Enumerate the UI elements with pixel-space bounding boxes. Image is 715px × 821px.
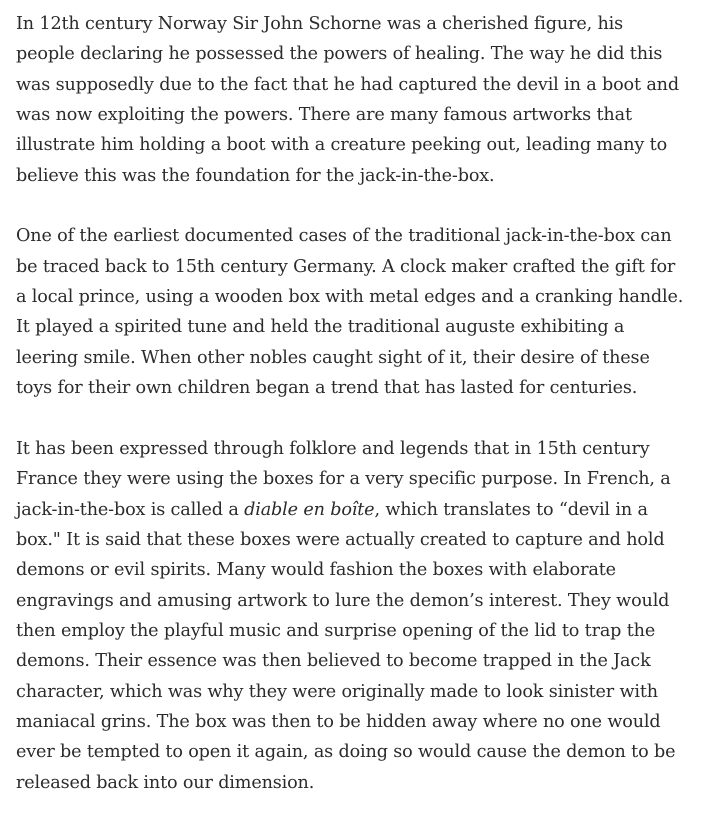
paragraph-15th-century-france (16, 434, 686, 798)
article-body (16, 9, 686, 798)
paragraph-sir-john-schorne: In 12th century Norway Sir John Schorne was a cherished figure, his people declaring he possessed the powers of healing. The way he did this was supposedly due to the fact that he had captured the devil in a boot and was now exploiting the powers. There are many famous artworks that illustrate him holding a boot with a creature peeking out, leading many to believe this was the foundation for the jack-in-the-box. (16, 14, 679, 186)
paragraph-text-after-italic: , which translates to “devil in a box." It is said that these boxes were actually created to capture and hold demons or evil spirits. Many would fashion the boxes with elaborate engravings and amusing artwork to lure the demon’s interest. They would then employ the playful music and surprise opening of the lid to trap the demons. Their essence was then believed to become trapped in the Jack character, which was why they were originally made to look sinister with maniacal grins. The box was then to be hidden away where no one would ever be tempted to open it again, as doing so would cause the demon to be released back into our dimension. (16, 499, 676, 793)
paragraph-text-before-italic: It has been expressed through folklore and legends that in 15th century France they were using the boxes for a very specific purpose. In French, a jack-in-the-box is called a (16, 438, 671, 520)
paragraph-15th-century-germany: One of the earliest documented cases of the traditional jack-in-the-box can be traced back to 15th century Germany. A clock maker crafted the gift for a local prince, using a wooden box with metal edges and a cranking handle. It played a spirited tune and held the traditional auguste exhibiting a leering smile. When other nobles caught sight of it, their desire of these toys for their own children began a trend that has lasted for centuries. (16, 226, 684, 399)
italic-french-term: diable en boîte (244, 499, 375, 520)
